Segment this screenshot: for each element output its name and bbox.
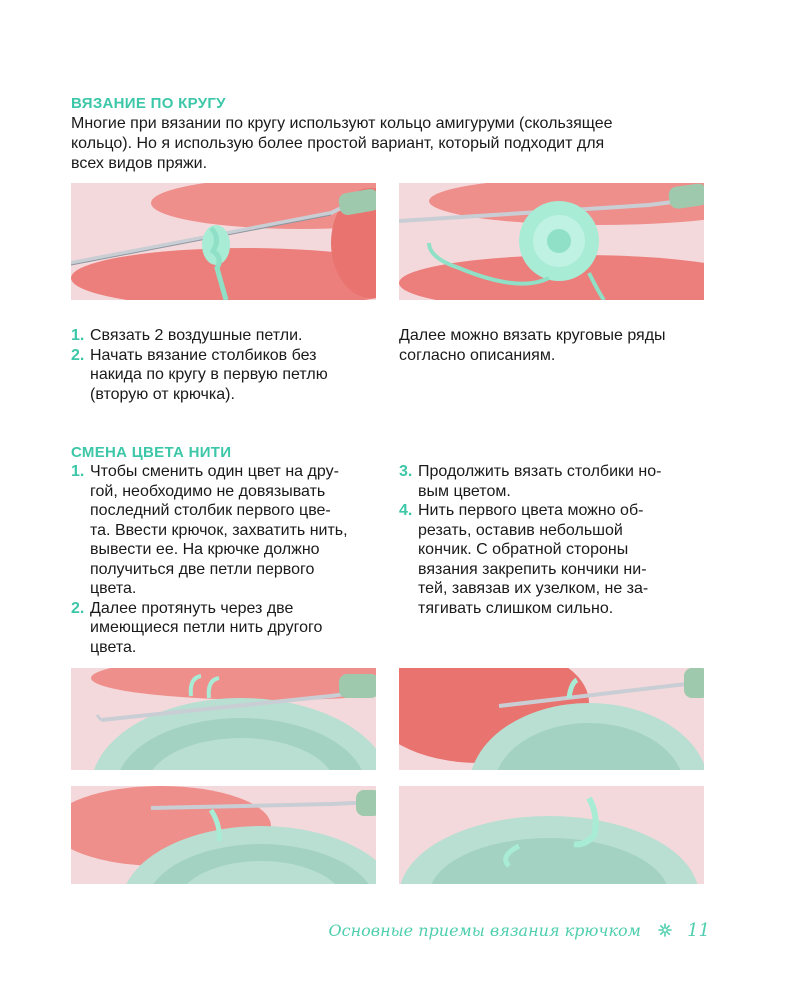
step-line: цвета. (90, 580, 137, 597)
circular-note (399, 326, 709, 365)
step-line: гой, необходимо не довязывать (90, 482, 326, 500)
note-line: Далее можно вязать круговые ряды (399, 327, 666, 344)
list-item (71, 346, 371, 405)
step-line: кончик. С обратной стороны (418, 541, 629, 558)
photo-color-change-step4 (399, 786, 704, 884)
circular-steps-list (71, 326, 371, 404)
photo-color-change-step3 (71, 786, 376, 884)
step-number: 2. (71, 599, 85, 617)
color-change-steps-right (399, 462, 709, 618)
step-line: имеющиеся петли нить другого (90, 619, 323, 636)
section-heading-circular: ВЯЗАНИЕ ПО КРУГУ (71, 95, 226, 112)
step-number: 1. (71, 463, 85, 480)
step-number: 2. (71, 346, 85, 364)
color-change-steps-left (71, 462, 376, 657)
intro-line: Многие при вязании по кругу используют кольцо амигуруми (скользящее (71, 115, 613, 132)
step-line: Чтобы сменить один цвет на дру- (90, 463, 339, 480)
flower-ornament-icon (658, 922, 672, 941)
list-item (399, 501, 709, 618)
step-line: вым цветом. (418, 482, 511, 500)
list-item (399, 462, 709, 501)
step-number: 1. (71, 327, 85, 344)
page-number: 11 (687, 920, 710, 941)
step-line: цвета. (90, 638, 137, 656)
step-line: Далее протянуть через две (90, 599, 294, 617)
step-line: Связать 2 воздушные петли. (90, 327, 303, 344)
step-line: тей, завязав их узелком, не за- (418, 580, 649, 597)
list-item (71, 326, 371, 346)
step-line: Продолжить вязать столбики но- (418, 463, 662, 480)
step-number: 3. (399, 463, 413, 480)
photo-first-circle (399, 183, 704, 300)
intro-line: всех видов пряжи. (71, 155, 208, 172)
photo-first-chains (71, 183, 376, 300)
step-line: (вторую от крючка). (90, 385, 235, 403)
step-line: вязания закрепить кончики ни- (418, 560, 647, 578)
note-line: согласно описаниям. (399, 346, 556, 364)
step-line: та. Ввести крючок, захватить нить, (90, 521, 348, 539)
section-heading-color-change: СМЕНА ЦВЕТА НИТИ (71, 444, 232, 461)
step-line: тягивать слишком сильно. (418, 599, 614, 617)
step-line: Начать вязание столбиков без (90, 346, 317, 364)
photo-color-change-step1 (71, 668, 376, 770)
step-line: накида по кругу в первую петлю (90, 366, 328, 383)
intro-line: кольцо). Но я использую более простой вариант, который подходит для (71, 135, 605, 152)
step-line: получиться две петли первого (90, 560, 315, 578)
step-line: вывести ее. На крючке должно (90, 541, 320, 558)
step-line: Нить первого цвета можно об- (418, 502, 644, 519)
intro-paragraph (71, 114, 731, 174)
photo-color-change-step2 (399, 668, 704, 770)
list-item (71, 599, 376, 658)
list-item (71, 462, 376, 599)
step-line: резать, оставив небольшой (418, 521, 623, 539)
step-number: 4. (399, 502, 413, 519)
page-footer (300, 920, 710, 941)
footer-title: Основные приемы вязания крючком (328, 921, 641, 940)
step-line: последний столбик первого цве- (90, 502, 331, 519)
